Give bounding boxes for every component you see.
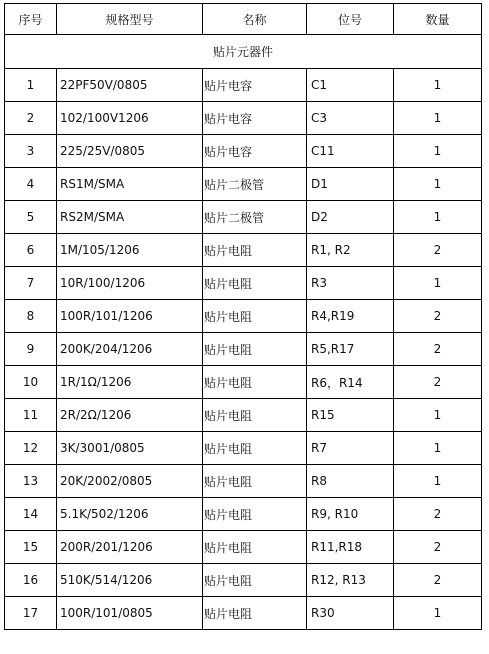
bom-table: [4, 3, 482, 630]
section-row: [5, 35, 482, 69]
table-row: [5, 498, 482, 531]
cell-spec: 22PF50V/0805: [57, 69, 203, 102]
cell-qty: 1: [394, 432, 482, 465]
cell-qty: 1: [394, 168, 482, 201]
section-title: 贴片元器件: [5, 35, 482, 69]
table-row: [5, 366, 482, 399]
cell-no: 3: [5, 135, 57, 168]
cell-ref: C11: [307, 135, 394, 168]
cell-qty: 2: [394, 531, 482, 564]
cell-name: 贴片二极管: [203, 201, 307, 234]
cell-spec: RS1M/SMA: [57, 168, 203, 201]
cell-name: 贴片电阻: [203, 498, 307, 531]
cell-name: 贴片电阻: [203, 465, 307, 498]
cell-qty: 2: [394, 234, 482, 267]
table-row: [5, 432, 482, 465]
table-row: [5, 201, 482, 234]
cell-qty: 1: [394, 135, 482, 168]
table-row: [5, 69, 482, 102]
cell-spec: 510K/514/1206: [57, 564, 203, 597]
table-row: [5, 333, 482, 366]
cell-name: 贴片电阻: [203, 564, 307, 597]
cell-qty: 2: [394, 366, 482, 399]
cell-name: 贴片电阻: [203, 234, 307, 267]
cell-spec: 200R/201/1206: [57, 531, 203, 564]
cell-no: 1: [5, 69, 57, 102]
cell-qty: 1: [394, 102, 482, 135]
cell-ref: D2: [307, 201, 394, 234]
cell-ref: R5,R17: [307, 333, 394, 366]
cell-ref: R12, R13: [307, 564, 394, 597]
table-row: [5, 168, 482, 201]
cell-spec: 102/100V1206: [57, 102, 203, 135]
cell-spec: 20K/2002/0805: [57, 465, 203, 498]
cell-spec: 100R/101/1206: [57, 300, 203, 333]
cell-no: 8: [5, 300, 57, 333]
cell-no: 4: [5, 168, 57, 201]
cell-spec: 5.1K/502/1206: [57, 498, 203, 531]
cell-qty: 1: [394, 201, 482, 234]
cell-no: 2: [5, 102, 57, 135]
cell-ref: D1: [307, 168, 394, 201]
table-row: [5, 597, 482, 630]
cell-spec: 100R/101/0805: [57, 597, 203, 630]
cell-ref: C1: [307, 69, 394, 102]
cell-qty: 2: [394, 333, 482, 366]
cell-qty: 1: [394, 399, 482, 432]
cell-name: 贴片电阻: [203, 267, 307, 300]
cell-name: 贴片电阻: [203, 597, 307, 630]
cell-spec: RS2M/SMA: [57, 201, 203, 234]
cell-spec: 225/25V/0805: [57, 135, 203, 168]
cell-ref: R1, R2: [307, 234, 394, 267]
cell-name: 贴片电容: [203, 69, 307, 102]
cell-name: 贴片电阻: [203, 300, 307, 333]
header-spec: 规格型号: [57, 4, 203, 35]
table-row: [5, 531, 482, 564]
cell-ref: R3: [307, 267, 394, 300]
cell-qty: 1: [394, 597, 482, 630]
cell-spec: 10R/100/1206: [57, 267, 203, 300]
cell-name: 贴片电容: [203, 135, 307, 168]
cell-ref: R4,R19: [307, 300, 394, 333]
header-qty: 数量: [394, 4, 482, 35]
cell-no: 5: [5, 201, 57, 234]
cell-no: 11: [5, 399, 57, 432]
cell-no: 9: [5, 333, 57, 366]
table-row: [5, 399, 482, 432]
table-row: [5, 300, 482, 333]
cell-ref: R9, R10: [307, 498, 394, 531]
cell-qty: 1: [394, 69, 482, 102]
cell-name: 贴片电阻: [203, 432, 307, 465]
cell-no: 16: [5, 564, 57, 597]
cell-no: 14: [5, 498, 57, 531]
cell-ref: R11,R18: [307, 531, 394, 564]
cell-spec: 1M/105/1206: [57, 234, 203, 267]
cell-ref: R7: [307, 432, 394, 465]
cell-qty: 2: [394, 564, 482, 597]
cell-no: 15: [5, 531, 57, 564]
cell-ref: R15: [307, 399, 394, 432]
cell-name: 贴片电容: [203, 102, 307, 135]
header-name: 名称: [203, 4, 307, 35]
cell-name: 贴片电阻: [203, 366, 307, 399]
cell-spec: 200K/204/1206: [57, 333, 203, 366]
cell-no: 6: [5, 234, 57, 267]
cell-ref: R8: [307, 465, 394, 498]
cell-spec: 1R/1Ω/1206: [57, 366, 203, 399]
cell-name: 贴片电阻: [203, 531, 307, 564]
header-no: 序号: [5, 4, 57, 35]
cell-name: 贴片电阻: [203, 333, 307, 366]
cell-no: 13: [5, 465, 57, 498]
cell-no: 12: [5, 432, 57, 465]
cell-qty: 1: [394, 465, 482, 498]
header-ref: 位号: [307, 4, 394, 35]
table-row: [5, 135, 482, 168]
table-row: [5, 465, 482, 498]
cell-name: 贴片二极管: [203, 168, 307, 201]
cell-qty: 2: [394, 498, 482, 531]
cell-no: 17: [5, 597, 57, 630]
cell-qty: 2: [394, 300, 482, 333]
cell-spec: 2R/2Ω/1206: [57, 399, 203, 432]
header-row: [5, 4, 482, 35]
cell-spec: 3K/3001/0805: [57, 432, 203, 465]
cell-ref: R30: [307, 597, 394, 630]
cell-no: 10: [5, 366, 57, 399]
table-row: [5, 234, 482, 267]
cell-name: 贴片电阻: [203, 399, 307, 432]
cell-qty: 1: [394, 267, 482, 300]
cell-no: 7: [5, 267, 57, 300]
cell-ref: C3: [307, 102, 394, 135]
cell-ref: R6，R14: [307, 366, 394, 399]
table-row: [5, 267, 482, 300]
table-row: [5, 102, 482, 135]
table-row: [5, 564, 482, 597]
